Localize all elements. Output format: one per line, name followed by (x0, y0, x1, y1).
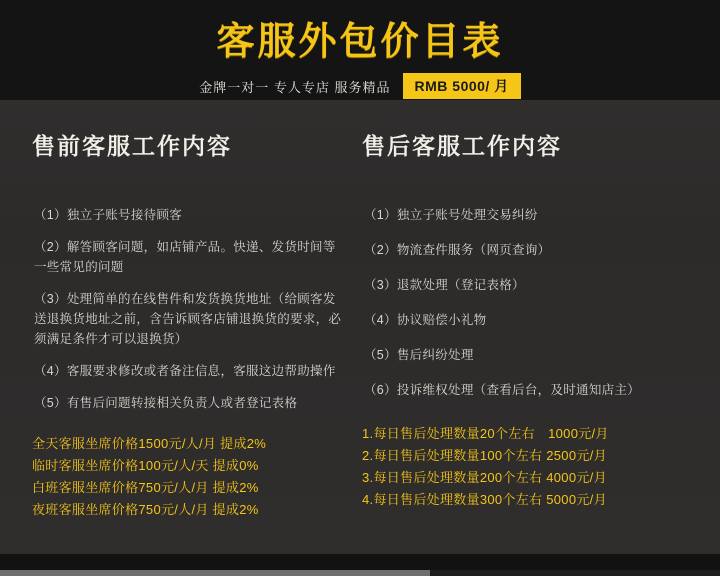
aftersale-price-list (360, 423, 680, 511)
price-badge: RMB 5000/ 月 (403, 73, 521, 99)
presale-column (26, 128, 360, 521)
list-item: （4）客服要求修改或者备注信息，客服这边帮助操作 (34, 364, 336, 378)
page-header (0, 0, 720, 100)
horizontal-scrollbar-thumb[interactable] (0, 570, 430, 576)
content-columns (0, 100, 720, 521)
price-line: 2.每日售后处理数量100个左右 2500元/月 (362, 448, 607, 463)
price-line: 3.每日售后处理数量200个左右 4000元/月 (362, 470, 607, 485)
aftersale-title: 售后客服工作内容 (362, 133, 562, 159)
horizontal-scrollbar-track[interactable] (0, 570, 720, 576)
presale-title: 售前客服工作内容 (32, 133, 232, 159)
price-line: 白班客服坐席价格750元/人/月 提成2% (32, 480, 259, 495)
price-line: 4.每日售后处理数量300个左右 5000元/月 (362, 492, 607, 507)
price-line: 夜班客服坐席价格750元/人/月 提成2% (32, 502, 259, 517)
header-subtitle-row (0, 73, 720, 99)
list-item: （3）退款处理（登记表格） (364, 278, 525, 292)
page-title: 客服外包价目表 (216, 21, 504, 63)
list-item: （1）独立子账号处理交易纠纷 (364, 208, 538, 222)
list-item: （4）协议赔偿小礼物 (364, 313, 487, 327)
list-item: （6）投诉维权处理（查看后台，及时通知店主） (364, 383, 641, 397)
aftersale-item-list (360, 205, 680, 400)
price-line: 1.每日售后处理数量20个左右 1000元/月 (362, 426, 609, 441)
list-item: （5）售后纠纷处理 (364, 348, 474, 362)
list-item: （2）解答顾客问题，如店铺产品。快递、发货时间等一些常见的问题 (34, 240, 336, 274)
list-item: （1）独立子账号接待顾客 (34, 208, 183, 222)
presale-item-list (26, 205, 346, 413)
list-item: （3）处理简单的在线售件和发货换货地址（给顾客发送退换货地址之前，含告诉顾客店铺退换货的要求，必须满足条件才可以退换货） (34, 292, 342, 346)
presale-price-list (26, 433, 346, 521)
price-line: 临时客服坐席价格100元/人/天 提成0% (32, 458, 259, 473)
list-item: （5）有售后问题转接相关负责人或者登记表格 (34, 396, 298, 410)
list-item: （2）物流查件服务（网页查询） (364, 243, 551, 257)
aftersale-column (360, 128, 694, 521)
header-subtitle: 金牌一对一 专人专店 服务精品 (199, 79, 391, 95)
price-line: 全天客服坐席价格1500元/人/月 提成2% (32, 436, 267, 451)
